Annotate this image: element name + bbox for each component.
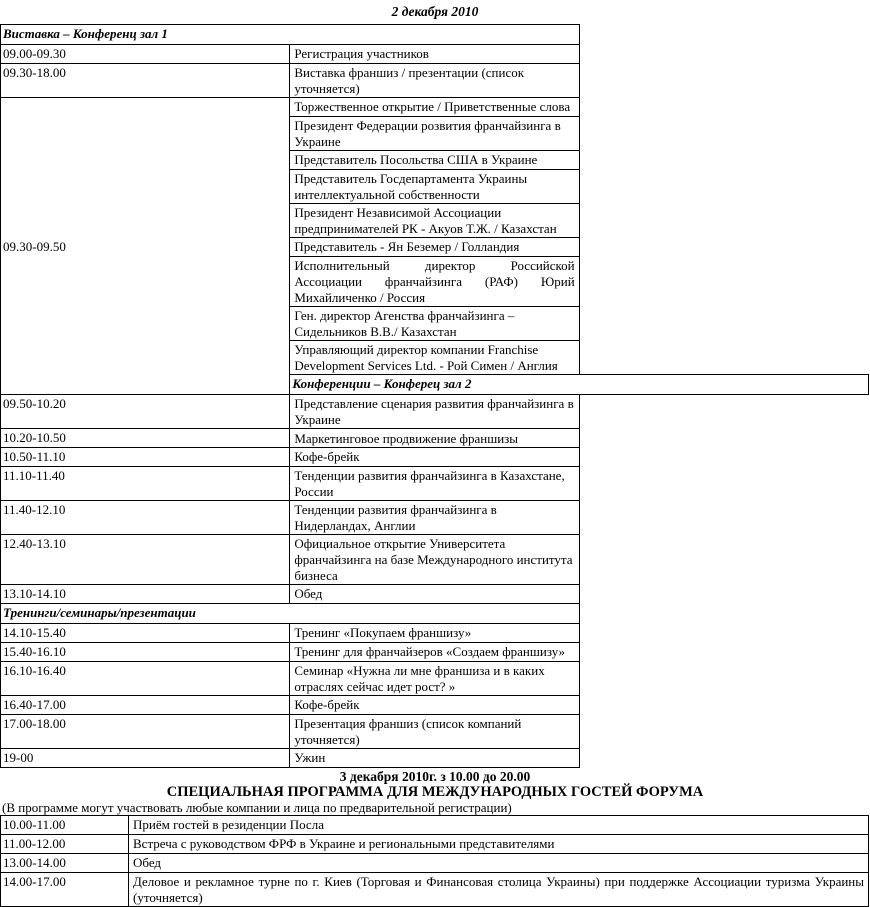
time-cell: 13.10-14.10 (1, 585, 290, 604)
table-row (1, 45, 869, 64)
time-cell: 10.20-10.50 (1, 429, 290, 448)
event-cell: Представитель - Ян Беземер / Голландия (290, 238, 579, 257)
event-cell: Управляющий директор компании Franchise Development Services Ltd. - Рой Симен / Англия (290, 341, 579, 375)
event-cell: Виставка франшиз / презентации (список уточняется) (290, 64, 579, 98)
event-cell: Семинар «Нужна ли мне франшиза и в каких отраслях сейчас идет рост? » (290, 662, 579, 696)
table-row (1, 662, 869, 696)
time-cell: 10.50-11.10 (1, 448, 290, 467)
event-cell: Президент Федерации розвития франчайзинга в Украине (290, 117, 579, 151)
time-cell: 09.50-10.20 (1, 395, 290, 429)
table-row (1, 501, 869, 535)
table-row (1, 715, 869, 749)
event-cell: Президент Независимой Ассоциации предпринимателей РК - Акуов Т.Ж. / Казахстан (290, 204, 579, 238)
section-title-exhibition: Виставка – Конференц зал 1 (1, 25, 580, 45)
time-cell: 19-00 (1, 749, 290, 768)
event-cell: Ген. директор Агенства франчайзинга – Сидельников В.В./ Казахстан (290, 307, 579, 341)
table-row (1, 624, 869, 643)
section-title-conference: Конференции – Конферец зал 2 (290, 375, 869, 395)
time-cell: 11.10-11.40 (1, 467, 290, 501)
table-row (1, 854, 869, 873)
time-cell: 14.10-15.40 (1, 624, 290, 643)
event-cell: Исполнительный директор Российской Ассоциации франчайзинга (РАФ) Юрий Михайличенко / Россия (290, 257, 579, 307)
time-cell: 14.00-17.00 (1, 873, 129, 907)
event-cell: Регистрация участников (290, 45, 579, 64)
time-cell: 13.00-14.00 (1, 854, 129, 873)
table-row (1, 467, 869, 501)
event-cell: Ужин (290, 749, 579, 768)
table-row (1, 816, 869, 835)
time-cell: 11.40-12.10 (1, 501, 290, 535)
time-cell: 10.00-11.00 (1, 816, 129, 835)
table-row (1, 98, 869, 117)
table-row (1, 535, 869, 585)
program-note: (В программе могут участвовать любые компании и лица по предварительной регистрации) (2, 800, 512, 815)
time-cell: 17.00-18.00 (1, 715, 290, 749)
schedule-table-day2 (0, 815, 869, 907)
table-row (1, 429, 869, 448)
event-cell: Кофе-брейк (290, 448, 579, 467)
table-row (1, 749, 869, 768)
event-cell: Представитель Госдепартамента Украины интеллектуальной собственности (290, 170, 579, 204)
event-cell: Обед (129, 854, 869, 873)
event-cell: Обед (290, 585, 579, 604)
event-cell: Тренинг для франчайзеров «Создаем франшизу» (290, 643, 579, 662)
time-cell: 09.30-18.00 (1, 64, 290, 98)
day1-header: 2 декабря 2010 (391, 4, 479, 19)
table-row (1, 643, 869, 662)
event-cell: Кофе-брейк (290, 696, 579, 715)
table-row (1, 873, 869, 907)
time-cell: 15.40-16.10 (1, 643, 290, 662)
time-cell-opening: 09.30-09.50 (1, 98, 290, 395)
event-cell: Торжественное открытие / Приветственные слова (290, 98, 579, 117)
event-cell: Представитель Посольства США в Украине (290, 151, 579, 170)
time-cell: 09.00-09.30 (1, 45, 290, 64)
special-program-title: СПЕЦИАЛЬНАЯ ПРОГРАММА ДЛЯ МЕЖДУНАРОДНЫХ ГОСТЕЙ ФОРУМА (166, 784, 704, 800)
event-cell: Маркетинговое продвижение франшизы (290, 429, 579, 448)
event-cell: Приём гостей в резиденции Посла (129, 816, 869, 835)
event-cell: Тренинг «Покупаем франшизу» (290, 624, 579, 643)
day2-header: 3 декабря 2010г. з 10.00 до 20.00 (339, 769, 531, 784)
time-cell: 12.40-13.10 (1, 535, 290, 585)
table-row (1, 448, 869, 467)
event-cell: Представление сценария развития франчайзинга в Украине (290, 395, 579, 429)
table-row (1, 64, 869, 98)
event-cell: Тенденции развития франчайзинга в Нидерландах, Англии (290, 501, 579, 535)
event-cell: Встреча с руководством ФРФ в Украине и региональными представителями (129, 835, 869, 854)
event-cell: Тенденции развития франчайзинга в Казахстане, России (290, 467, 579, 501)
time-cell: 11.00-12.00 (1, 835, 129, 854)
time-cell: 16.40-17.00 (1, 696, 290, 715)
table-row (1, 696, 869, 715)
event-cell: Деловое и рекламное турне по г. Киев (Торговая и Финансовая столица Украины) при поддержке Ассоциации туризма Украины (уточняется) (129, 873, 869, 907)
table-row (1, 395, 869, 429)
schedule-table-day1 (0, 24, 869, 768)
time-cell: 16.10-16.40 (1, 662, 290, 696)
section-title-trainings: Тренинги/семинары/презентации (1, 604, 580, 624)
table-row (1, 585, 869, 604)
event-cell: Презентация франшиз (список компаний уточняется) (290, 715, 579, 749)
event-cell: Официальное открытие Университета франчайзинга на базе Международного института бизнеса (290, 535, 579, 585)
